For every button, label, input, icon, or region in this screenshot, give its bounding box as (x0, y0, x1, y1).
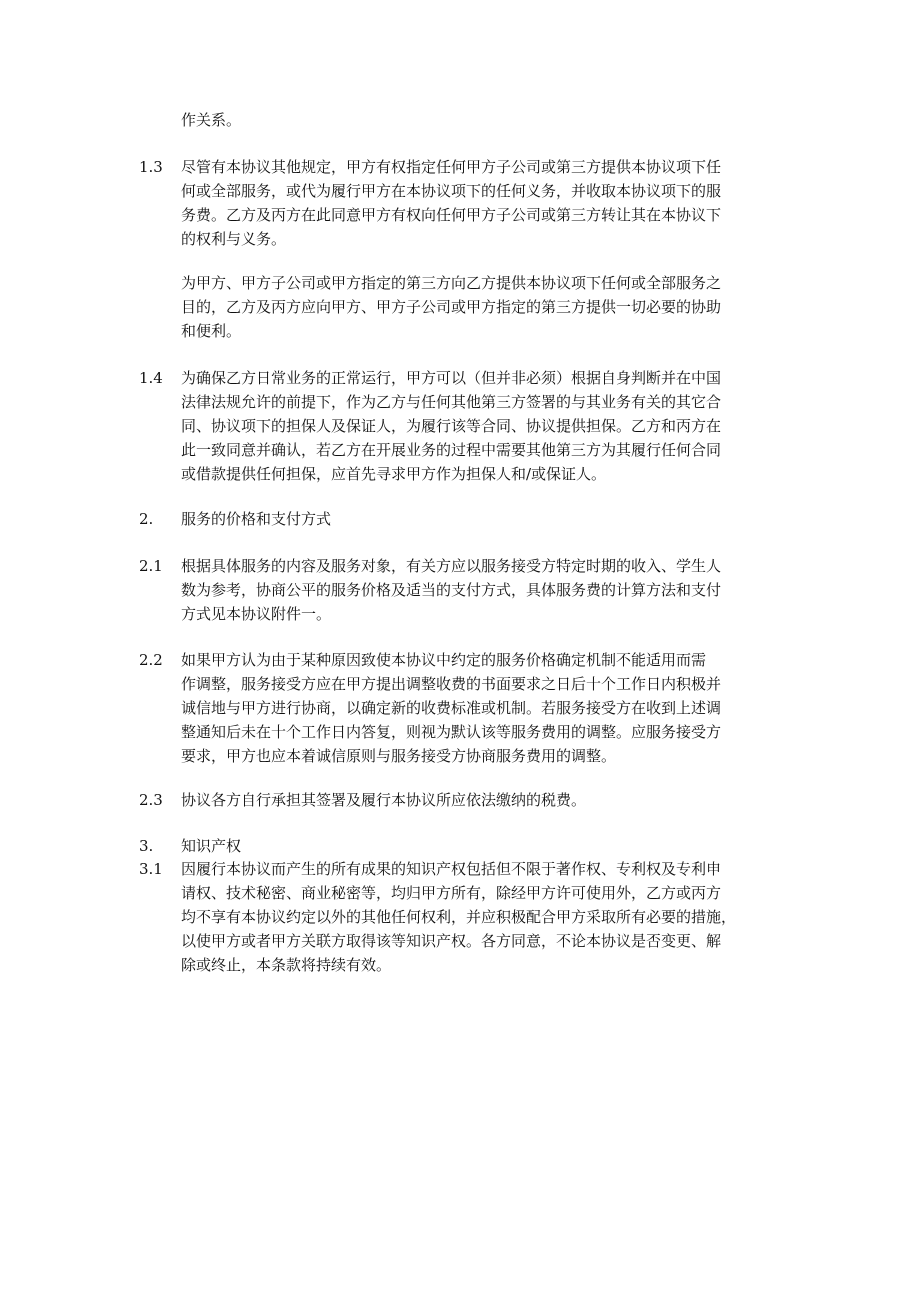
text-line: 要求，甲方也应本着诚信原则与服务接受方协商服务费用的调整。 (181, 747, 617, 765)
text-line: 和便利。 (181, 322, 242, 340)
clause-text (181, 857, 801, 977)
clause-text (181, 554, 801, 626)
text-line: 或借款提供任何担保，应首先寻求甲方作为担保人和/或保证人。 (181, 465, 607, 483)
clause-number: 3.1 (139, 860, 163, 878)
text-line: 如果甲方认为由于某种原因致使本协议中约定的服务价格确定机制不能适用而需 (181, 651, 707, 669)
clause-text (181, 788, 801, 812)
text-line: 请权、技术秘密、商业秘密等，均归甲方所有，除经甲方许可使用外，乙方或丙方 (181, 884, 722, 902)
text-line: 作调整，服务接受方应在甲方提出调整收费的书面要求之日后十个工作日内积极并 (181, 675, 722, 693)
text-line: 整通知后未在十个工作日内答复，则视为默认该等服务费用的调整。应服务接受方 (181, 723, 722, 741)
text-line: 方式见本协议附件一。 (181, 605, 332, 623)
clause-number: 2.1 (139, 557, 163, 575)
section-title (181, 507, 801, 531)
text-line: 均不享有本协议约定以外的其他任何权利，并应积极配合甲方采取所有必要的措施， (181, 908, 737, 926)
clause-number: 2.2 (139, 651, 163, 669)
text-line: 数为参考，协商公平的服务价格及适当的支付方式，具体服务费的计算方法和支付 (181, 581, 722, 599)
text-line: 为确保乙方日常业务的正常运行，甲方可以（但并非必须）根据自身判断并在中国 (181, 369, 722, 387)
text-line: 服务的价格和支付方式 (181, 510, 332, 528)
section-number: 3. (139, 837, 154, 855)
text-line: 作关系。 (181, 111, 242, 129)
clause-text (181, 648, 801, 768)
text-line: 法律法规允许的前提下，作为乙方与任何其他第三方签署的与其业务有关的其它合 (181, 393, 722, 411)
text-line: 目的，乙方及丙方应向甲方、甲方子公司或甲方指定的第三方提供一切必要的协助 (181, 298, 722, 316)
text-line: 务费。乙方及丙方在此同意甲方有权向任何甲方子公司或第三方转让其在本协议下 (181, 206, 722, 224)
text-line: 诚信地与甲方进行协商，以确定新的收费标准或机制。若服务接受方在收到上述调 (181, 699, 722, 717)
text-line: 的权利与义务。 (181, 230, 287, 248)
text-line: 此一致同意并确认，若乙方在开展业务的过程中需要其他第三方为其履行任何合同 (181, 441, 722, 459)
clause-number: 2.3 (139, 791, 163, 809)
text-line: 除或终止，本条款将持续有效。 (181, 956, 392, 974)
text-line: 同、协议项下的担保人及保证人，为履行该等合同、协议提供担保。乙方和丙方在 (181, 417, 722, 435)
text-line: 根据具体服务的内容及服务对象，有关方应以服务接受方特定时期的收入、学生人 (181, 557, 722, 575)
clause-text (181, 366, 801, 486)
paragraph-text (181, 271, 801, 343)
paragraph-text (181, 108, 801, 132)
text-line: 尽管有本协议其他规定，甲方有权指定任何甲方子公司或第三方提供本协议项下任 (181, 158, 722, 176)
text-line: 何或全部服务，或代为履行甲方在本协议项下的任何义务，并收取本协议项下的服 (181, 182, 722, 200)
clause-number: 1.3 (139, 158, 163, 176)
text-line: 因履行本协议而产生的所有成果的知识产权包括但不限于著作权、专利权及专利申 (181, 860, 722, 878)
text-line: 为甲方、甲方子公司或甲方指定的第三方向乙方提供本协议项下任何或全部服务之 (181, 274, 722, 292)
clause-text (181, 155, 801, 251)
section-title (181, 834, 801, 858)
text-line: 以使甲方或者甲方关联方取得该等知识产权。各方同意，不论本协议是否变更、解 (181, 932, 722, 950)
section-number: 2. (139, 510, 154, 528)
text-line: 知识产权 (181, 837, 242, 855)
text-line: 协议各方自行承担其签署及履行本协议所应依法缴纳的税费。 (181, 791, 587, 809)
clause-number: 1.4 (139, 369, 163, 387)
